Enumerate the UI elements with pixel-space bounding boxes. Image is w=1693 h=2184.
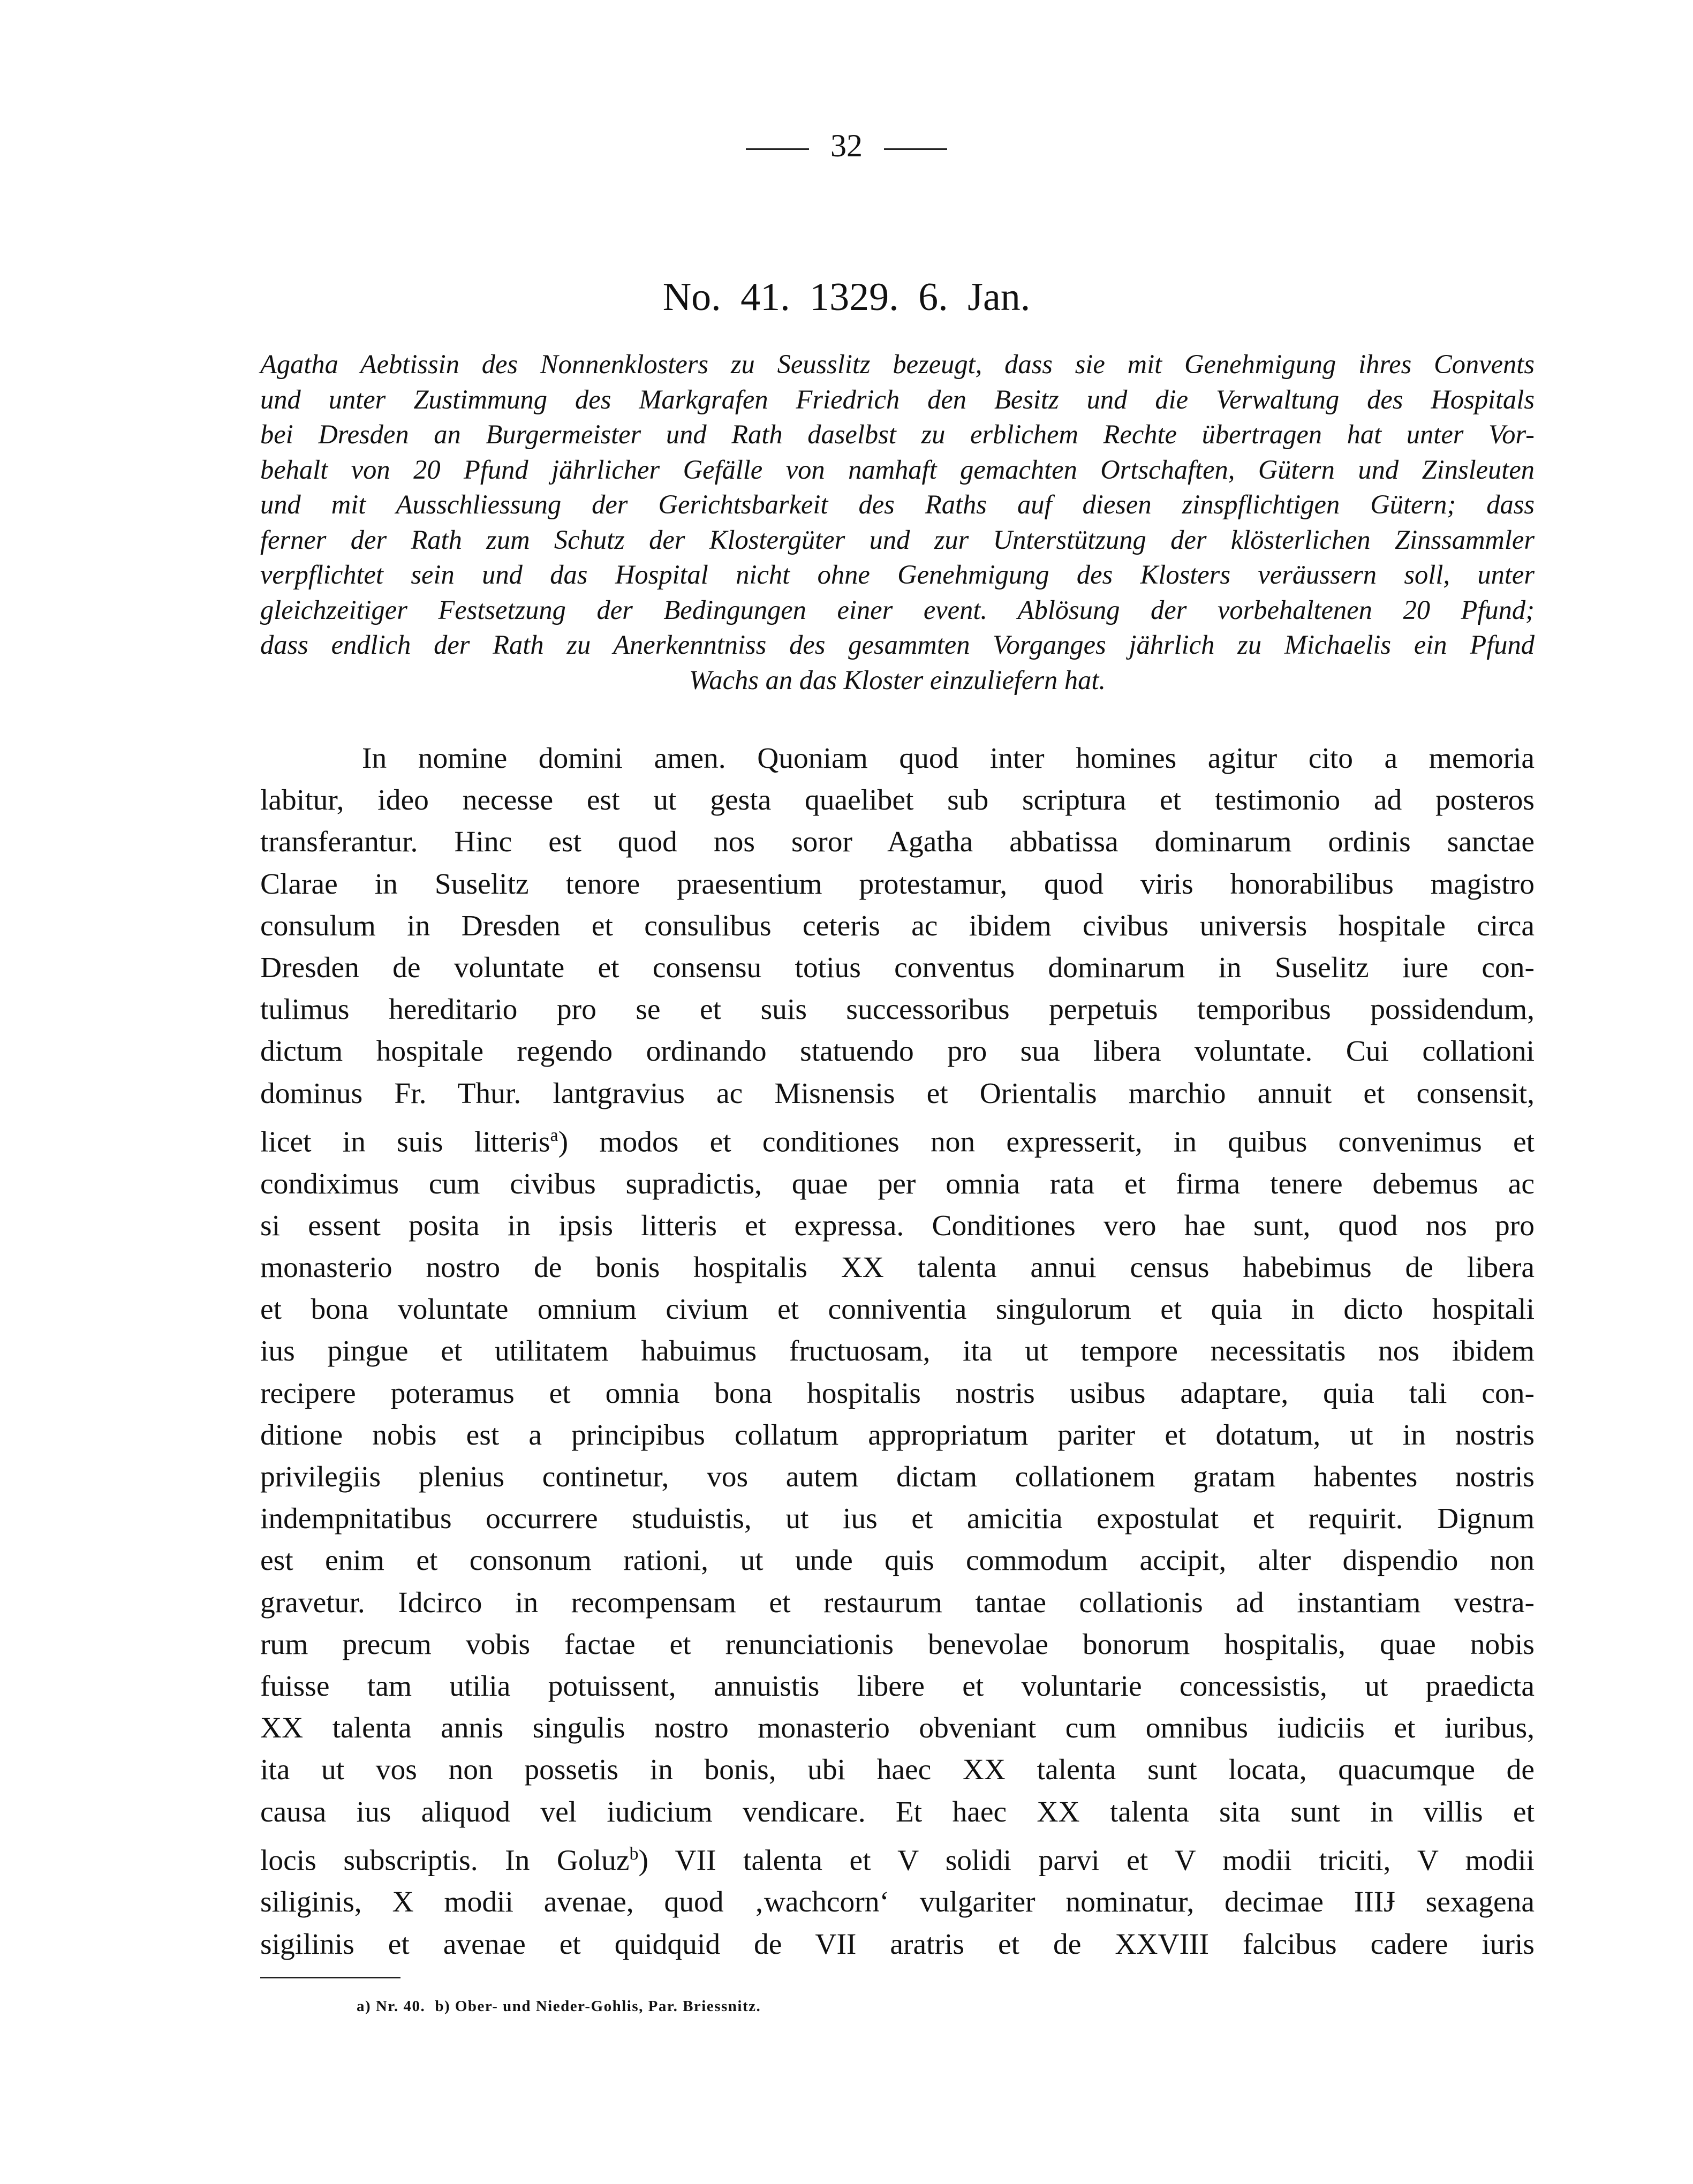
text-line: ius pingue et utilitatem habuimus fructuosam, ita ut tempore necessitatis nos ibidem <box>260 1335 1535 1368</box>
regest-line: verpflichtet sein und das Hospital nicht ohne Genehmigung des Klosters veräussern soll, unter <box>260 560 1535 590</box>
regest-line: Agatha Aebtissin des Nonnenklosters zu Seusslitz bezeugt, dass sie mit Genehmigung ihres Convents <box>260 349 1535 379</box>
text-line: recipere poteramus et omnia bona hospitalis nostris usibus adaptare, quia tali con- <box>260 1377 1535 1410</box>
footnote-rule <box>260 1977 400 1978</box>
text-line: ditione nobis est a principibus collatum appropriatum pariter et dotatum, ut in nostris <box>260 1418 1535 1452</box>
text-line: Dresden de voluntate et consensu totius conventus dominarum in Suselitz iure con- <box>260 951 1535 985</box>
text-line: sigilinis et avenae et quidquid de VII aratris et de XXVIII falcibus cadere iuris <box>260 1928 1535 1961</box>
regest-line: ferner der Rath zum Schutz der Klostergüter und zur Unterstützung der klösterlichen Zinssammler <box>260 524 1535 555</box>
text-line: indempnitatibus occurrere studuistis, ut ius et amicitia expostulat et requirit. Dignum <box>260 1502 1535 1536</box>
text-line: condiximus cum civibus supradictis, quae per omnia rata et firma tenere debemus ac <box>260 1167 1535 1200</box>
regest-line: bei Dresden an Burgermeister und Rath daselbst zu erblichem Rechte übertragen hat unter Vor- <box>260 419 1535 449</box>
footnote: a) Nr. 40. <box>357 1998 426 2015</box>
text-line: siliginis, X modii avenae, quod ‚wachcorn‘ vulgariter nominatur, decimae IIIɈ sexagena <box>260 1886 1535 1919</box>
regest-line: dass endlich der Rath zu Anerkenntniss des gesammten Vorganges jährlich zu Michaelis ein Pfund <box>260 630 1535 660</box>
charter-text <box>260 738 1535 1966</box>
page-number: 32 <box>830 128 863 163</box>
text-line: XX talenta annis singulis nostro monasterio obveniant cum omnibus iudiciis et iuribus, <box>260 1712 1535 1745</box>
footnotes <box>357 1996 770 2017</box>
text-line: gravetur. Idcirco in recompensam et restaurum tantae collationis ad instantiam vestra- <box>260 1586 1535 1619</box>
text-line: consulum in Dresden et consulibus ceteris ac ibidem civibus universis hospitale circa <box>260 909 1535 942</box>
text-line: transferantur. Hinc est quod nos soror Agatha abbatissa dominarum ordinis sanctae <box>260 826 1535 859</box>
regest-line: gleichzeitiger Festsetzung der Bedingungen einer event. Ablösung der vorbehaltenen 20 Pfund; <box>260 594 1535 625</box>
text-line: In nomine domini amen. Quoniam quod inter homines agitur cito a memoria <box>362 742 1535 775</box>
text-line: causa ius aliquod vel iudicium vendicare. Et haec XX talenta sita sunt in villis et <box>260 1795 1535 1828</box>
text-line: fuisse tam utilia potuissent, annuistis libere et voluntarie concessistis, ut praedicta <box>260 1669 1535 1703</box>
text-line: locis subscriptis. In Goluz$^b$) VII talenta et V solidi parvi et V modii triciti, V modii <box>260 1843 1535 1877</box>
regest-line: und unter Zustimmung des Markgrafen Friedrich den Besitz und die Verwaltung des Hospitals <box>260 384 1535 414</box>
regest-summary <box>260 347 1535 698</box>
header-rule-left <box>746 148 809 150</box>
text-line: rum precum vobis factae et renunciationis benevolae bonorum hospitalis, quae nobis <box>260 1628 1535 1661</box>
text-line: dictum hospitale regendo ordinando statuendo pro sua libera voluntate. Cui collationi <box>260 1035 1535 1068</box>
document-title: No. 41. 1329. 6. Jan. <box>662 275 1031 319</box>
regest-line: behalt von 20 Pfund jährlicher Gefälle von namhaft gemachten Ortschaften, Gütern und Zinsleuten <box>260 454 1535 485</box>
text-line: et bona voluntate omnium civium et conniventia singulorum et quia in dicto hospitali <box>260 1293 1535 1326</box>
regest-line: Wachs an das Kloster einzuliefern hat. <box>689 664 1106 695</box>
text-line: Clarae in Suselitz tenore praesentium protestamur, quod viris honorabilibus magistro <box>260 867 1535 901</box>
footnote: b) Ober- und Nieder-Gohlis, Par. Briessnitz. <box>435 1998 761 2015</box>
text-line: tulimus hereditario pro se et suis successoribus perpetuis temporibus possidendum, <box>260 993 1535 1026</box>
header-rule-right <box>884 148 947 150</box>
text-line: ita ut vos non possetis in bonis, ubi haec XX talenta sunt locata, quacumque de <box>260 1754 1535 1787</box>
text-line: privilegiis plenius continetur, vos autem dictam collationem gratam habentes nostris <box>260 1460 1535 1493</box>
page-header <box>0 124 1693 167</box>
text-line: labitur, ideo necesse est ut gesta quaelibet sub scriptura et testimonio ad posteros <box>260 784 1535 817</box>
text-line: si essent posita in ipsis litteris et expressa. Conditiones vero hae sunt, quod nos pro <box>260 1209 1535 1242</box>
regest-line: und mit Ausschliessung der Gerichtsbarkeit des Raths auf diesen zinspflichtigen Gütern; dass <box>260 489 1535 519</box>
text-line: monasterio nostro de bonis hospitalis XX talenta annui census habebimus de libera <box>260 1251 1535 1284</box>
text-line: est enim et consonum rationi, ut unde quis commodum accipit, alter dispendio non <box>260 1544 1535 1577</box>
text-line: dominus Fr. Thur. lantgravius ac Misnensis et Orientalis marchio annuit et consensit, <box>260 1077 1535 1110</box>
text-line: licet in suis litteris$^a$) modos et conditiones non expresserit, in quibus convenimus et <box>260 1125 1535 1159</box>
